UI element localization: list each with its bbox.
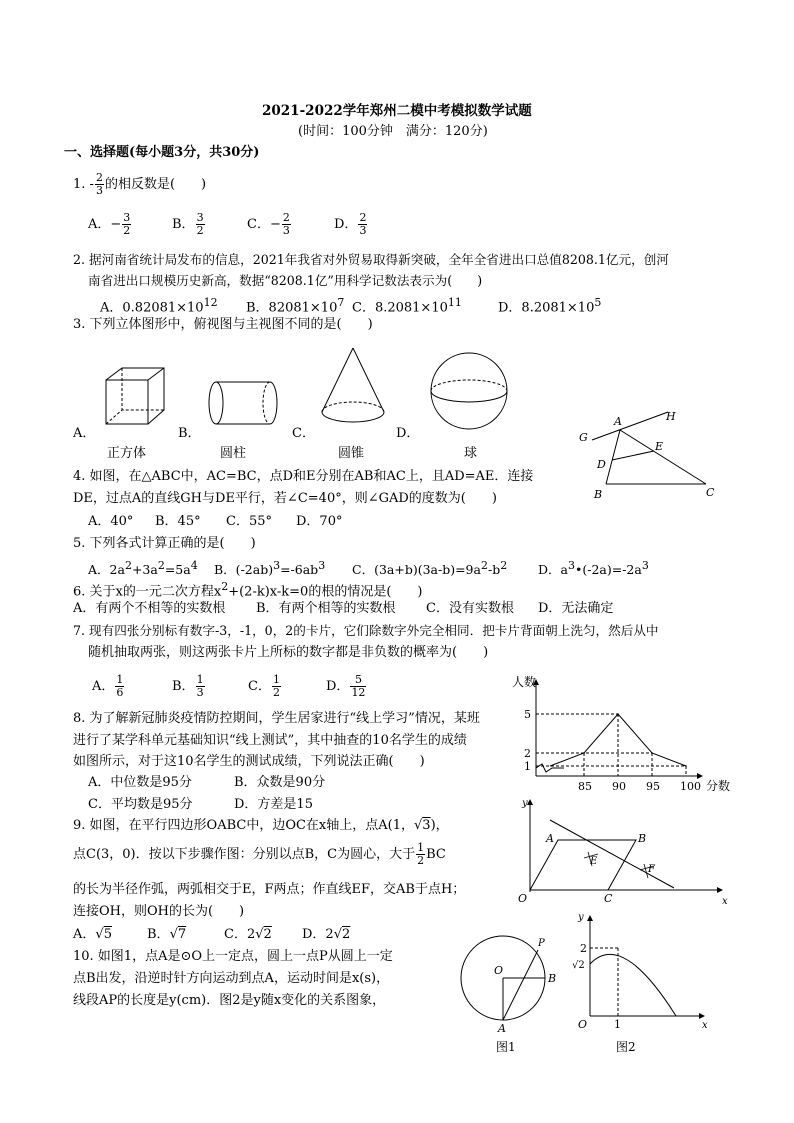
question-4-option-a[interactable]: A．40° xyxy=(88,514,134,529)
triangle-figure xyxy=(576,406,726,506)
question-7-line-2: 随机抽取两张，则这两张卡片上所标的数字都是非负数的概率为( ) xyxy=(88,645,489,660)
y-tick-label: 2 xyxy=(524,747,531,760)
question-5-option-b[interactable]: B．$(-2ab)^3=-6ab^3$ xyxy=(214,559,326,578)
question-2-line-2: 南省进出口规模历史新高，数据“8208.1亿”用科学记数法表示为( ) xyxy=(88,273,483,288)
question-10-line-3: 线段AP的长度是y(cm)．图2是y随x变化的关系图象， xyxy=(73,993,386,1008)
figure-caption-cube: 正方体 xyxy=(107,446,147,461)
question-3-option-b[interactable]: B． xyxy=(178,426,201,441)
svg-text:1: 1 xyxy=(614,1018,621,1031)
point-label-e: E xyxy=(655,440,664,453)
question-7-option-a[interactable]: A． $\frac{1}{6}$ xyxy=(92,673,124,699)
section-heading: 一、选择题(每小题3分，共30分) xyxy=(64,145,260,160)
point-label-b: B xyxy=(594,488,603,501)
sqrt-icon: √ xyxy=(414,818,423,833)
svg-text:B: B xyxy=(548,972,557,985)
question-8-option-d[interactable]: D．方差是15 xyxy=(234,797,313,812)
svg-text:x: x xyxy=(722,896,728,907)
page-title: 2021-2022学年郑州二模中考模拟数学试题 xyxy=(262,103,532,119)
question-6-stem: 6. 关于x的一元二次方程$x^2+(2-k)x-k=0$的根的情况是( ) xyxy=(73,580,423,600)
question-8-line-1: 8. 为了解新冠肺炎疫情防控期间，学生居家进行“线上学习”情况，某班 xyxy=(73,711,480,726)
question-9-line-4: 连接OH，则OH的长为( ) xyxy=(73,904,245,919)
x-tick-label: 95 xyxy=(646,780,660,793)
question-7-option-b[interactable]: B． $\frac{1}{3}$ xyxy=(172,673,204,699)
cone-figure xyxy=(318,346,388,428)
question-9-option-b[interactable]: B．√7 xyxy=(147,927,187,942)
question-3-option-c[interactable]: C． xyxy=(292,426,315,441)
question-2-option-d[interactable]: D．$8.2081\times 10^5$ xyxy=(498,296,602,316)
svg-text:y: y xyxy=(578,912,584,923)
question-8-option-b[interactable]: B．众数是90分 xyxy=(234,775,326,790)
svg-text:y: y xyxy=(522,798,528,809)
question-4-line-1: 4. 如图，在△ABC中，AC=BC，点D和E分别在AB和AC上，且AD=AE．连接 xyxy=(73,469,534,484)
question-8-option-c[interactable]: C．平均数是95分 xyxy=(88,797,193,812)
question-10-line-1: 10. 如图1，点A是⊙O上一定点，圆上一点P从圆上一定 xyxy=(73,949,393,964)
y-tick-label: 5 xyxy=(524,708,531,721)
data-point xyxy=(651,752,653,754)
svg-text:A: A xyxy=(498,1022,506,1035)
x-tick-label: 85 xyxy=(578,780,592,793)
svg-text:x: x xyxy=(702,1020,708,1031)
page-subtitle: (时间：100分钟 满分：120分) xyxy=(298,124,488,139)
figure-2-caption: 图2 xyxy=(616,1040,636,1054)
question-5-option-c[interactable]: C．$(3a+b)(3a-b)=9a^2-b^2$ xyxy=(352,559,508,578)
cylinder-figure xyxy=(204,380,284,426)
question-6-option-b[interactable]: B．有两个相等的实数根 xyxy=(256,601,396,616)
x-axis-title: 分数 xyxy=(706,779,731,793)
cube-figure xyxy=(100,366,170,428)
fraction: $\frac{2}{3}$ xyxy=(95,171,103,197)
question-9-line-1: 9. 如图，在平行四边形OABC中，边OC在x轴上，点A(1，√3)， xyxy=(73,818,449,833)
question-6-option-a[interactable]: A．有两个不相等的实数根 xyxy=(73,601,226,616)
question-2-option-c[interactable]: C．$8.2081\times 10^{11}$ xyxy=(352,296,462,316)
svg-text:O: O xyxy=(494,964,504,977)
question-9-line-3: 的长为半径作弧，两弧相交于E，F两点；作直线EF，交AB于点H； xyxy=(73,882,466,897)
question-9-option-a[interactable]: A．√5 xyxy=(73,927,112,942)
graph-figure-2 xyxy=(572,910,712,1030)
question-7-option-d[interactable]: D． $\frac{5}{12}$ xyxy=(326,673,366,699)
x-tick-label: 100 xyxy=(680,780,701,793)
figure-caption-cylinder: 圆柱 xyxy=(220,446,247,461)
question-4-option-c[interactable]: C．55° xyxy=(226,514,272,529)
question-1-option-c[interactable]: C．− $\frac{2}{3}$ xyxy=(247,211,290,237)
chart-guides xyxy=(536,714,686,776)
axis-break xyxy=(536,764,564,772)
question-7-line-1: 7. 现有四张分别标有数字-3，-1，0，2的卡片，它们除数字外完全相同．把卡片背面朝上洗匀，然后从中 xyxy=(73,623,659,638)
question-3-option-d[interactable]: D． xyxy=(396,426,420,441)
figure-1-caption: 图1 xyxy=(496,1040,516,1054)
question-2-option-b[interactable]: B．$82081\times 10^7$ xyxy=(246,296,345,316)
question-8-line-3: 如图所示，对于这10名学生的测试成绩，下列说法正确( ) xyxy=(73,754,425,769)
question-7-option-c[interactable]: C． $\frac{1}{2}$ xyxy=(248,673,280,699)
figure-caption-cone: 圆锥 xyxy=(338,446,365,461)
point-label-g: G xyxy=(579,431,588,444)
svg-text:A: A xyxy=(546,832,554,845)
svg-text:O: O xyxy=(518,892,528,905)
question-5-option-a[interactable]: A．$2a^2+3a^2=5a^4$ xyxy=(88,559,198,578)
svg-text:√2: √2 xyxy=(572,960,585,971)
x-tick-label: 90 xyxy=(612,780,626,793)
question-10-line-2: 点B出发，沿逆时针方向运动到点A，运动时间是x(s)， xyxy=(73,971,390,986)
point-label-h: H xyxy=(666,410,676,423)
question-6-option-c[interactable]: C．没有实数根 xyxy=(426,601,514,616)
data-point xyxy=(583,752,585,754)
question-8-option-a[interactable]: A．中位数是95分 xyxy=(88,775,192,790)
question-8-line-2: 进行了某学科单元基础知识“线上测试”，其中抽查的10名学生的成绩 xyxy=(73,733,467,748)
question-2-option-a[interactable]: A．$0.82081\times 10^{12}$ xyxy=(100,296,218,316)
parallelogram-figure xyxy=(512,796,748,908)
question-3-option-a[interactable]: A． xyxy=(73,426,96,441)
svg-text:C: C xyxy=(604,892,613,905)
circle-figure-1 xyxy=(458,934,558,1034)
question-4-option-d[interactable]: D．70° xyxy=(296,514,343,529)
question-1-stem: 1. - $\frac{2}{3}$ 的相反数是( ) xyxy=(73,171,207,197)
question-4-option-b[interactable]: B．45° xyxy=(155,514,201,529)
question-9-option-d[interactable]: D．2√2 xyxy=(302,927,351,942)
svg-text:B: B xyxy=(638,832,647,845)
question-1-option-d[interactable]: D． $\frac{2}{3}$ xyxy=(334,211,367,237)
question-3-stem: 3. 下列立体图形中，俯视图与主视图不同的是( ) xyxy=(73,317,373,332)
question-9-line-2: 点C(3，0)．按以下步骤作图：分别以点B，C为圆心，大于 $\frac{1}{2}$ BC xyxy=(73,841,446,867)
data-point xyxy=(617,713,619,715)
question-6-option-d[interactable]: D．无法确定 xyxy=(538,601,614,616)
svg-text:O: O xyxy=(578,1018,588,1031)
question-9-option-c[interactable]: C．2√2 xyxy=(224,927,272,942)
question-5-stem: 5. 下列各式计算正确的是( ) xyxy=(73,536,256,551)
svg-text:F: F xyxy=(648,864,655,875)
data-point xyxy=(685,765,687,767)
question-5-option-d[interactable]: D．$a^3•(-2a)=-2a^3$ xyxy=(538,559,649,578)
point-label-a: A xyxy=(614,415,622,428)
svg-text:2: 2 xyxy=(580,942,587,955)
score-line-chart xyxy=(506,672,746,800)
point-label-c: C xyxy=(706,486,715,499)
question-1-option-b[interactable]: B． $\frac{3}{2}$ xyxy=(172,211,204,237)
sphere-figure xyxy=(428,350,510,432)
svg-text:P: P xyxy=(538,938,545,949)
question-1-option-a[interactable]: A．− $\frac{3}{2}$ xyxy=(88,211,131,237)
question-2-line-1: 2. 据河南省统计局发布的信息，2021年我省对外贸易取得新突破，全年全省进出口总值8208.1亿元，创河 xyxy=(73,252,669,267)
figure-caption-sphere: 球 xyxy=(464,446,478,461)
question-4-line-2: DE，过点A的直线GH与DE平行，若∠C=40°，则∠GAD的度数为( ) xyxy=(73,491,497,506)
svg-text:E: E xyxy=(590,856,598,867)
y-tick-label: 1 xyxy=(524,760,531,773)
point-label-d: D xyxy=(597,458,606,471)
y-axis-title: 人数 xyxy=(512,675,537,689)
